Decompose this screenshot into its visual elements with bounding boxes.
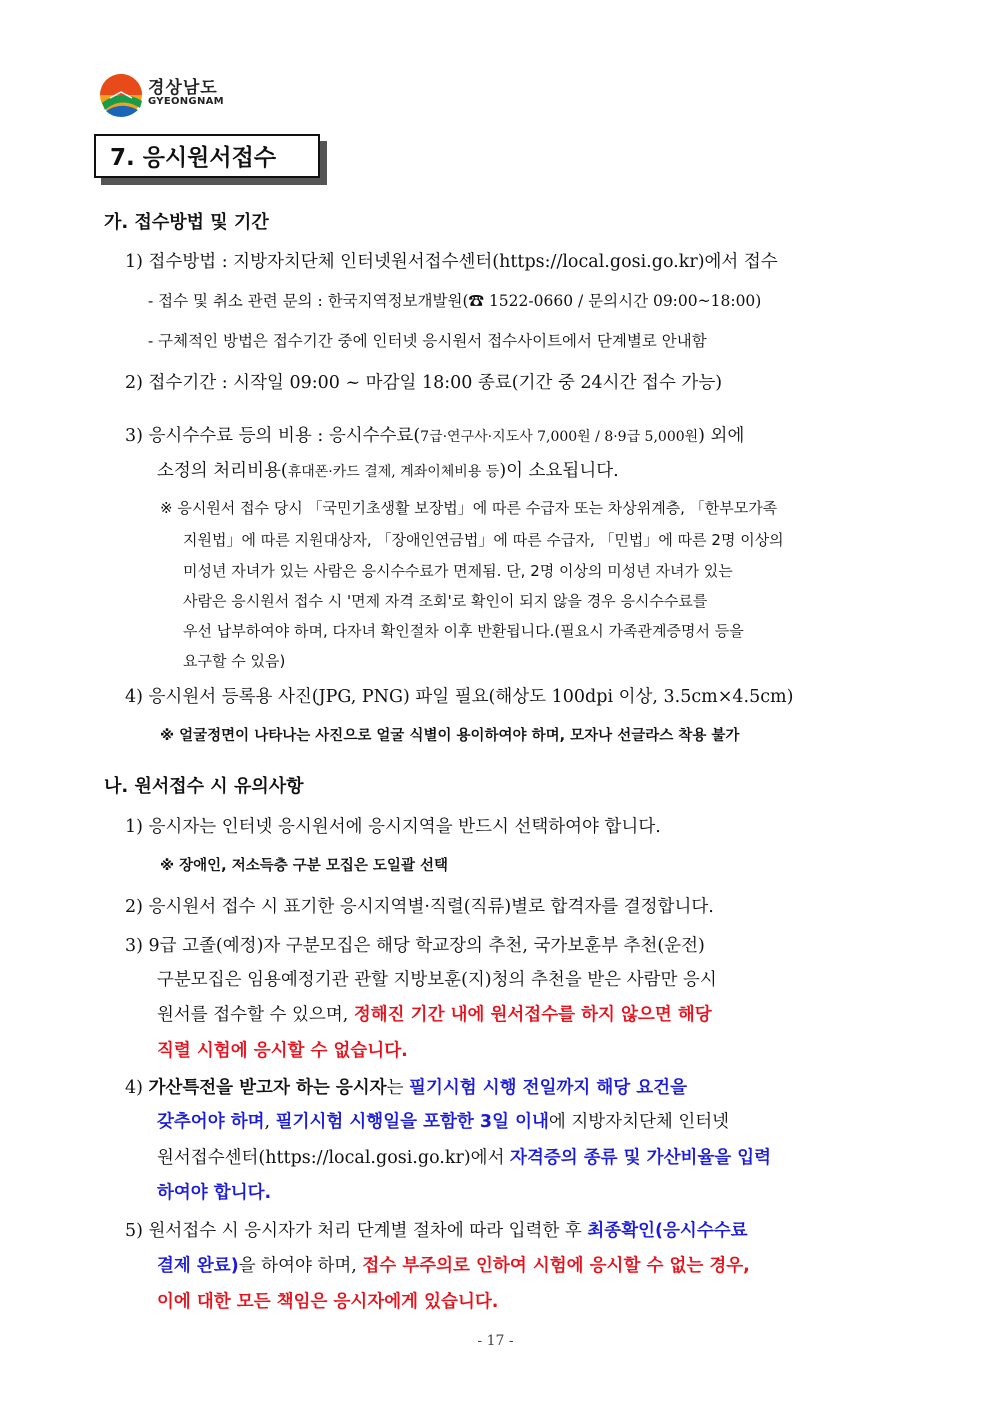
precaution-5-warning-line3: 이에 대한 모든 책임은 응시자에게 있습니다.: [157, 1292, 499, 1312]
fee-line2-c: )이 소요됩니다.: [499, 461, 619, 481]
precaution-1: 1) 응시자는 인터넷 응시원서에 응시지역을 반드시 선택하여야 합니다.: [125, 817, 661, 837]
precaution-4-requirement: 필기시험 시행 전일까지 해당 요건을: [409, 1078, 687, 1098]
logo-korean-text: 경상남도: [148, 78, 218, 98]
fee-line1-c: ) 외에: [698, 426, 745, 446]
precaution-3-warning-line4: 직렬 시험에 응시할 수 없습니다.: [157, 1041, 408, 1061]
precaution-5-warning: 접수 부주의로 인하여 시험에 응시할 수 없는 경우,: [362, 1256, 750, 1276]
fee-line2-a: 소정의 처리비용(: [157, 461, 288, 481]
fee-exemption-note-line: 요구할 수 있음): [183, 652, 286, 670]
fee-line1-a: 3) 응시수수료 등의 비용 : 응시수수료(: [125, 426, 421, 446]
heading-precautions: 나. 원서접수 시 유의사항: [104, 776, 304, 797]
precaution-4-subject: 가산특전을 받고자 하는 응시자: [148, 1078, 387, 1098]
fee-exemption-note-line: 미성년 자녀가 있는 사람은 응시수수료가 면제됨. 단, 2명 이상의 미성년 자녀가 있는: [183, 562, 733, 580]
precaution-4-line2: [157, 1108, 729, 1133]
method-detail: - 구체적인 방법은 접수기간 중에 인터넷 응시원서 접수사이트에서 단계별로 안내함: [148, 332, 707, 350]
photo-note: ※ 얼굴정면이 나타나는 사진으로 얼굴 식별이 용이하여야 하며, 모자나 선글라스 착용 불가: [160, 728, 740, 744]
precaution-4-plain: 에 지방자치단체 인터넷: [548, 1112, 730, 1132]
precaution-4-requirement-cont: 갖추어야 하며: [157, 1112, 265, 1132]
page-number: - 17 -: [477, 1333, 514, 1349]
precaution-5-line2: [157, 1252, 750, 1277]
inquiry-detail: - 접수 및 취소 관련 문의 : 한국지역정보개발원(☎ 1522-0660 / 문의시간 09:00~18:00): [148, 292, 762, 310]
fee-exemption-note-line: 우선 납부하여야 하며, 다자녀 확인절차 이후 반환됩니다.(필요시 가족관계증명서 등을: [183, 622, 744, 640]
precaution-3-line1: 3) 9급 고졸(예정)자 구분모집은 해당 학교장의 추천, 국가보훈부 추천(운전): [125, 936, 705, 956]
precaution-5-final-confirm: 최종확인(응시수수료: [587, 1221, 748, 1241]
receipt-method-item: 1) 접수방법 : 지방자치단체 인터넷원서접수센터(https://local.gosi.go.kr)에서 접수: [125, 252, 778, 272]
fee-exemption-note-line: 지원법」에 따른 지원대상자, 「장애인연금법」에 따른 수급자, 「민법」에 따른 2명 이상의: [183, 531, 784, 549]
precaution-5-line1: [125, 1217, 748, 1242]
receipt-period-item: 2) 접수기간 : 시작일 09:00 ~ 마감일 18:00 종료(기간 중 24시간 접수 가능): [125, 373, 723, 393]
precaution-4-line1: [125, 1074, 687, 1099]
precaution-4-num: 4): [125, 1078, 149, 1098]
photo-item: 4) 응시원서 등록용 사진(JPG, PNG) 파일 필요(해상도 100dpi 이상, 3.5cm×4.5cm): [125, 687, 794, 707]
precaution-4-comma: ,: [264, 1112, 276, 1132]
precaution-5-plain: 5) 원서접수 시 응시자가 처리 단계별 절차에 따라 입력한 후: [125, 1221, 588, 1241]
precaution-3-warning: 정해진 기간 내에 원서접수를 하지 않으면 해당: [353, 1005, 712, 1025]
precaution-3-plain: 원서를 접수할 수 있으며,: [157, 1005, 354, 1025]
precaution-4-line4: 하여야 합니다.: [157, 1183, 272, 1203]
fee-exemption-note-line: ※ 응시원서 접수 당시 「국민기초생활 보장법」에 따른 수급자 또는 차상위계층, 「한부모가족: [160, 499, 778, 517]
precaution-3-line2: 구분모집은 임용예정기관 관할 지방보훈(지)청의 추천을 받은 사람만 응시: [157, 970, 717, 990]
fee-exemption-note-line: 사람은 응시원서 접수 시 '면제 자격 조회'로 확인이 되지 않을 경우 응시수수료를: [183, 592, 708, 610]
precaution-1-note: ※ 장애인, 저소득층 구분 모집은 도일괄 선택: [160, 858, 449, 874]
precaution-3-line3: [157, 1001, 712, 1026]
fee-item-line1: [125, 422, 744, 447]
precaution-5-payment: 결제 완료): [157, 1256, 239, 1276]
processing-cost: 휴대폰·카드 결제, 계좌이체비용 등: [287, 464, 500, 480]
precaution-5-plain2: 을 하여야 하며,: [238, 1256, 363, 1276]
precaution-4-center: 원서접수센터(https://local.gosi.go.kr)에서: [157, 1148, 511, 1168]
precaution-2: 2) 응시원서 접수 시 표기한 응시지역별·직렬(직류)별로 합격자를 결정합니다.: [125, 897, 714, 917]
fee-item-line2: [157, 457, 619, 482]
heading-receipt-method: 가. 접수방법 및 기간: [104, 212, 269, 233]
precaution-4-line3: [157, 1144, 771, 1169]
logo-english-text: GYEONGNAM: [148, 96, 224, 107]
precaution-4-input: 자격증의 종류 및 가산비율을 입력: [510, 1148, 772, 1168]
precaution-4-deadline: 필기시험 시행일을 포함한 3일 이내: [275, 1112, 549, 1132]
precaution-4-particle: 는: [386, 1078, 410, 1098]
section-title: 7. 응시원서접수: [110, 145, 277, 171]
fee-amounts: 7급·연구사·지도사 7,000원 / 8·9급 5,000원: [420, 429, 699, 445]
